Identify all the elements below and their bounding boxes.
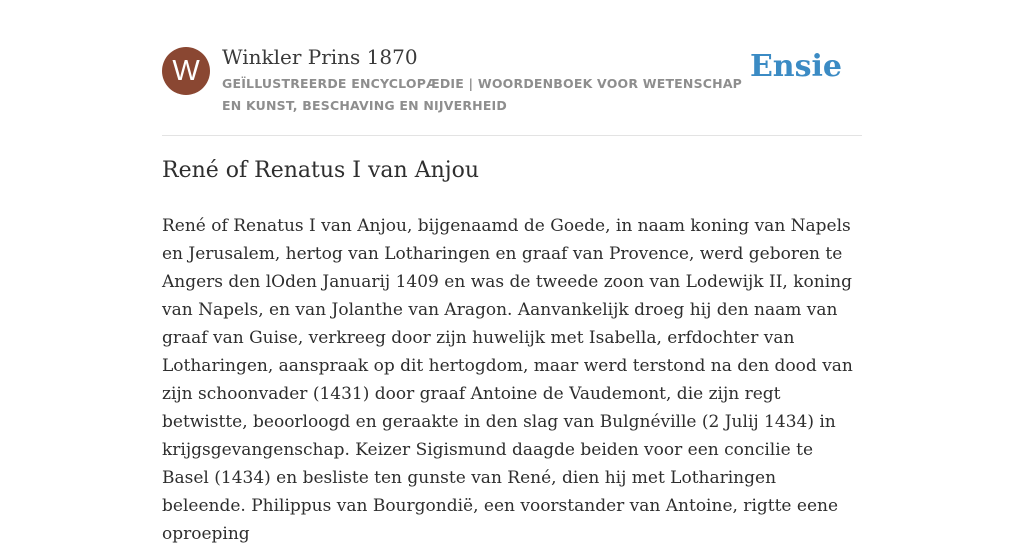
source-title[interactable]: Winkler Prins 1870 — [222, 45, 418, 69]
article-title: René of Renatus I van Anjou — [162, 158, 479, 183]
ensie-logo[interactable]: Ensie — [749, 49, 842, 84]
source-subtitle: GEÏLLUSTREERDE ENCYCLOPÆDIE | WOORDENBOEK VOOR WETENSCHAP EN KUNST, BESCHAVING EN NIJVERHEID — [222, 76, 743, 113]
source-avatar[interactable]: W — [162, 47, 210, 95]
source-header — [162, 44, 862, 136]
article-body: René of Renatus I van Anjou, bijgenaamd de Goede, in naam koning van Napels en Jerusalem, hertog van Lotharingen en graaf van Provence, werd geboren te Angers den lOden Januarij 1409 en was de tweede zoon van Lodewijk II, koning van Napels, en van Jolanthe van Aragon. Aanvankelijk droeg hij den naam van graaf van Guise, verkreeg door zijn huwelijk met Isabella, erfdochter van Lotharingen, aanspraak op dit hertogdom, maar werd terstond na den dood van zijn schoonvader (1431) door graaf Antoine de Vaudemont, die zijn regt betwistte, beoorloogd en geraakte in den slag van Bulgnéville (2 Julij 1434) in krijgsgevangenschap. Keizer Sigismund daagde beiden voor een concilie te Basel (1434) en besliste ten gunste van René, dien hij met Lotharingen beleende. Philippus van Bourgondië, een voorstander van Antoine, rigtte eene oproeping — [162, 216, 853, 544]
